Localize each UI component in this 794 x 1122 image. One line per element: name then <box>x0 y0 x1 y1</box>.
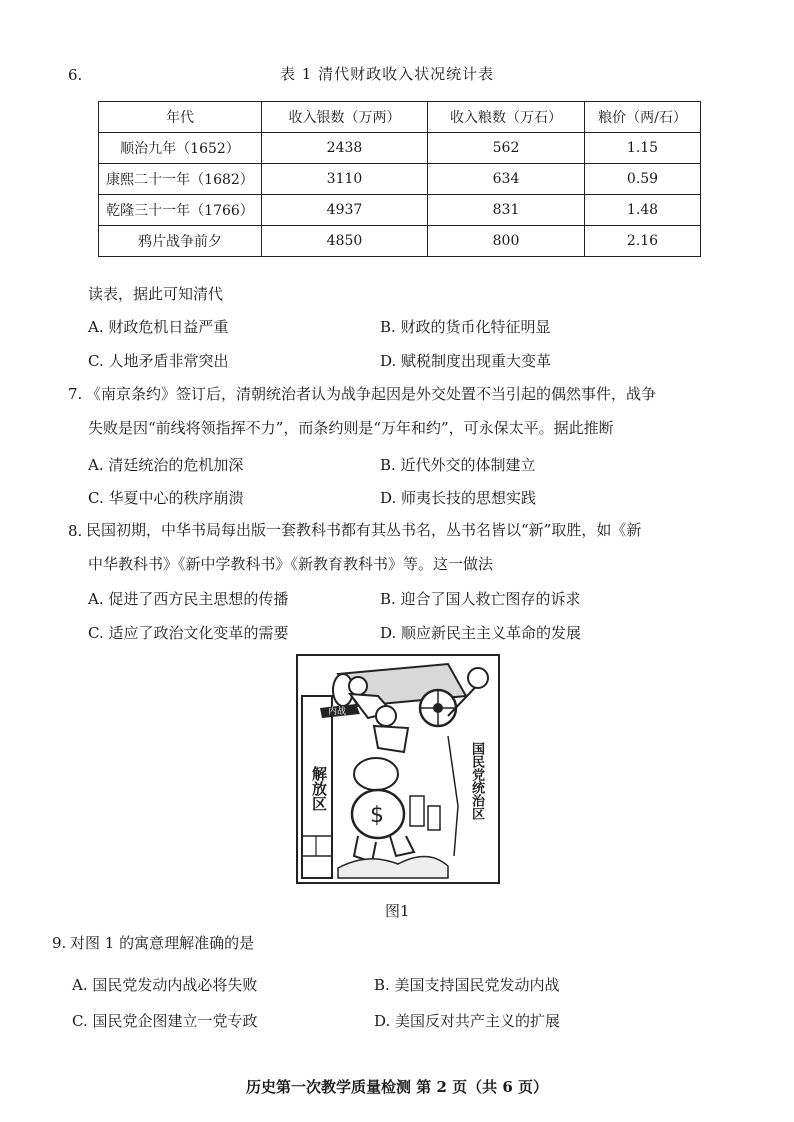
q9-stem: 对图 1 的寓意理解准确的是 <box>70 934 255 952</box>
table-cell: 1.15 <box>585 133 701 164</box>
q8-line1: 民国初期，中华书局每出版一套教科书都有其丛书名，丛书名皆以“新”取胜，如《新 <box>86 521 642 539</box>
q7-line1: 《南京条约》签订后，清朝统治者认为战争起因是外交处置不当引起的偶然事件，战争 <box>86 385 657 403</box>
table-header-cell: 粮价（两/石） <box>585 102 701 133</box>
table-cell: 康熙二十一年（1682） <box>99 164 262 195</box>
q7-option-b[interactable]: B. 近代外交的体制建立 <box>380 456 536 474</box>
q6-stem: 读表，据此可知清代 <box>88 285 224 303</box>
q8-option-d[interactable]: D. 顺应新民主主义革命的发展 <box>380 624 582 642</box>
table-cell: 2.16 <box>585 226 701 257</box>
q8-option-a[interactable]: A. 促进了西方民主思想的传播 <box>88 590 289 608</box>
table-cell: 鸦片战争前夕 <box>99 226 262 257</box>
q9-option-d[interactable]: D. 美国反对共产主义的扩展 <box>374 1012 561 1030</box>
q8-option-b[interactable]: B. 迎合了国人救亡图存的诉求 <box>380 590 581 608</box>
table-row <box>99 195 701 226</box>
q7-number: 7. <box>68 385 83 403</box>
table-row <box>99 133 701 164</box>
page-footer: 历史第一次教学质量检测 第 2 页（共 6 页） <box>246 1078 548 1096</box>
table-header-cell: 收入粮数（万石） <box>428 102 585 133</box>
q6-option-a[interactable]: A. 财政危机日益严重 <box>88 318 229 336</box>
cartoon-figure <box>296 654 500 884</box>
table-cell: 4937 <box>262 195 428 226</box>
q8-line2: 中华教科书》《新中学教科书》《新教育教科书》等。这一做法 <box>88 555 494 573</box>
table-cell: 800 <box>428 226 585 257</box>
table-header-cell: 年代 <box>99 102 262 133</box>
q7-option-c[interactable]: C. 华夏中心的秩序崩溃 <box>88 489 244 507</box>
table-row <box>99 164 701 195</box>
q6-option-b[interactable]: B. 财政的货币化特征明显 <box>380 318 551 336</box>
finance-table <box>98 101 701 257</box>
svg-text:$: $ <box>370 803 384 828</box>
table-cell: 562 <box>428 133 585 164</box>
q7-option-a[interactable]: A. 清廷统治的危机加深 <box>88 456 244 474</box>
cartoon-label-civil-war: 内战 <box>328 707 347 717</box>
table-header-cell: 收入银数（万两） <box>262 102 428 133</box>
table-cell: 乾隆三十一年（1766） <box>99 195 262 226</box>
table-cell: 634 <box>428 164 585 195</box>
q9-number: 9. <box>52 934 67 952</box>
table-cell: 831 <box>428 195 585 226</box>
q8-number: 8. <box>68 522 83 540</box>
table-header-row <box>99 102 701 133</box>
q6-option-c[interactable]: C. 人地矛盾非常突出 <box>88 352 229 370</box>
q8-option-c[interactable]: C. 适应了政治文化变革的需要 <box>88 624 289 642</box>
q7-option-d[interactable]: D. 师夷长技的思想实践 <box>380 489 537 507</box>
q9-option-c[interactable]: C. 国民党企图建立一党专政 <box>72 1012 258 1030</box>
table-cell: 1.48 <box>585 195 701 226</box>
table-cell: 顺治九年（1652） <box>99 133 262 164</box>
table-cell: 4850 <box>262 226 428 257</box>
q9-option-b[interactable]: B. 美国支持国民党发动内战 <box>374 976 560 994</box>
cartoon-label-kmt-area: 国民党统治区 <box>469 742 484 820</box>
table-cell: 3110 <box>262 164 428 195</box>
table-cell: 2438 <box>262 133 428 164</box>
q9-option-a[interactable]: A. 国民党发动内战必将失败 <box>72 976 258 994</box>
table-cell: 0.59 <box>585 164 701 195</box>
table-row <box>99 226 701 257</box>
table-caption: 表 1 清代财政收入状况统计表 <box>280 65 495 83</box>
figure-caption: 图1 <box>385 902 410 920</box>
q6-option-d[interactable]: D. 赋税制度出现重大变革 <box>380 352 552 370</box>
q7-line2: 失败是因“前线将领指挥不力”，而条约则是“万年和约”，可永保太平。据此推断 <box>88 419 614 437</box>
cartoon-label-liberated-area: 解放区 <box>310 766 328 811</box>
q6-number: 6. <box>68 66 83 84</box>
